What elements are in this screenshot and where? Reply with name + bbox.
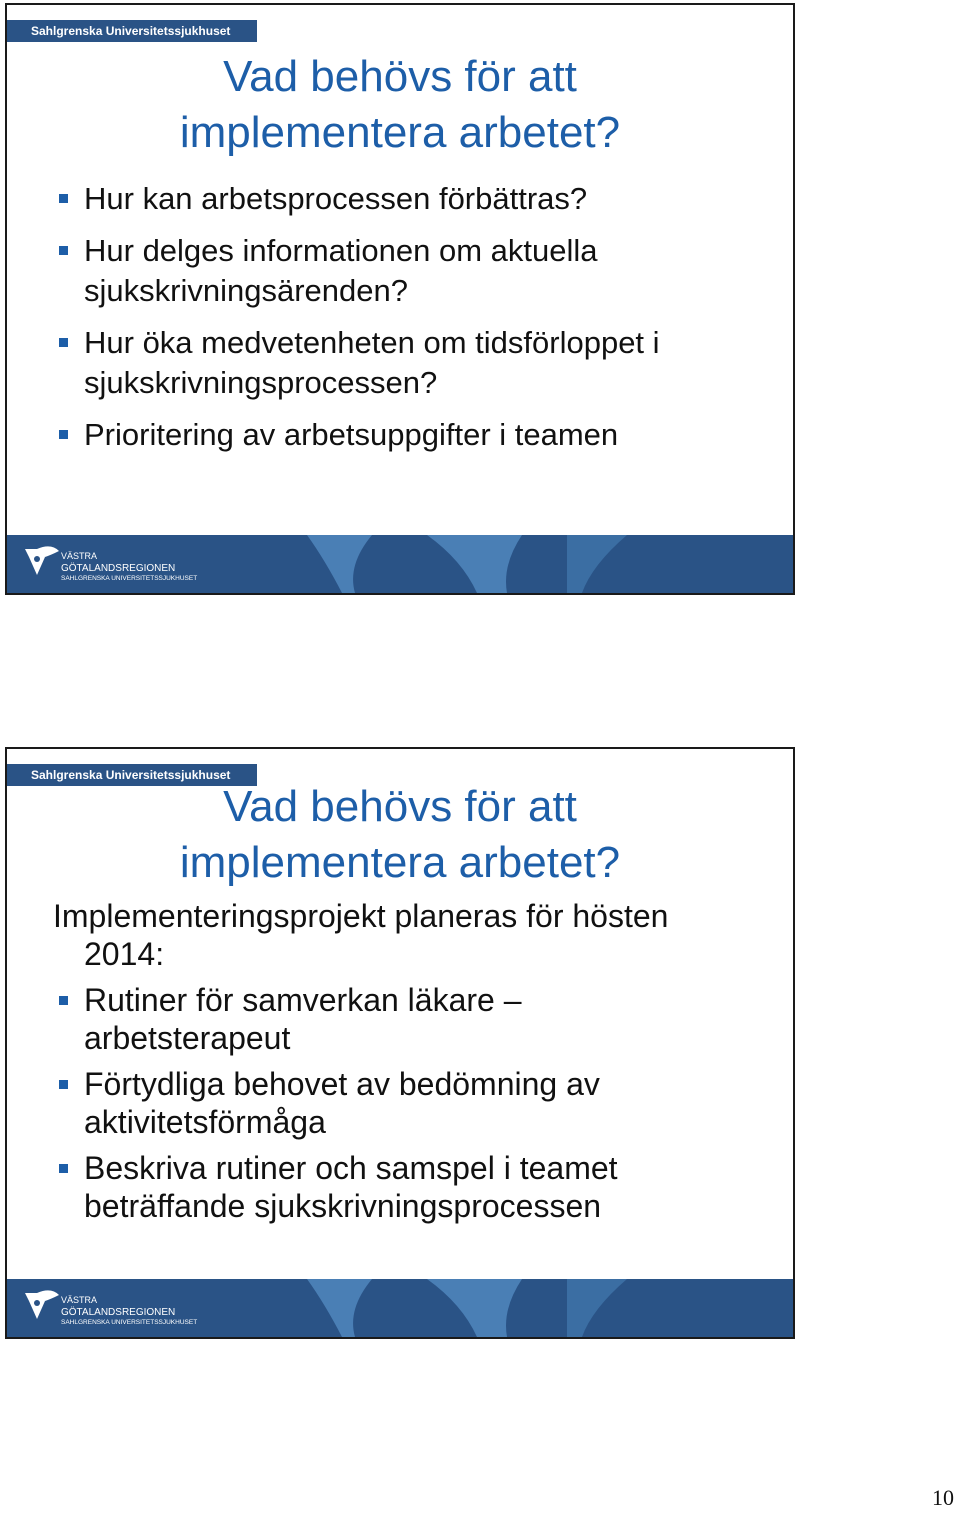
logo-text-line1: VÄSTRA (61, 551, 98, 561)
bullet-list (53, 897, 773, 1233)
logo-text-line1: VÄSTRA (61, 1295, 98, 1305)
bullet-item (53, 1065, 773, 1141)
slide-title (7, 779, 793, 891)
intro-paragraph (53, 897, 773, 973)
slide-1 (5, 3, 795, 595)
bullet-text: sjukskrivningsprocessen? (84, 365, 438, 400)
bullet-item (53, 179, 773, 219)
intro-text: Implementeringsprojekt planeras för hösten (53, 898, 669, 934)
bullet-text: Hur delges informationen om aktuella (84, 233, 598, 268)
bullet-item (53, 231, 773, 311)
title-line: implementera arbetet? (179, 108, 621, 157)
title-line: Vad behövs för att (223, 782, 577, 831)
bullet-text: Prioritering av arbetsuppgifter i teamen (84, 417, 619, 452)
bullet-text: Hur kan arbetsprocessen förbättras? (84, 181, 588, 216)
bullet-square-icon (59, 1164, 68, 1173)
bullet-text: aktivitetsförmåga (84, 1104, 326, 1140)
bullet-item (53, 1149, 773, 1225)
bullet-square-icon (59, 246, 68, 255)
header-text: Sahlgrenska Universitetssjukhuset (31, 24, 231, 38)
logo-text-line3: SAHLGRENSKA UNIVERSITETSSJUKHUSET (61, 1319, 198, 1326)
bullet-text: arbetsterapeut (84, 1020, 291, 1056)
slide-2 (5, 747, 795, 1339)
bullet-text: Förtydliga behovet av bedömning av (84, 1066, 600, 1102)
intro-text: 2014: (84, 936, 165, 972)
bullet-item (53, 415, 773, 455)
slide-footer (7, 535, 793, 593)
bullet-text: Beskriva rutiner och samspel i teamet (84, 1150, 618, 1186)
slide-footer (7, 1279, 793, 1337)
logo-text-line3: SAHLGRENSKA UNIVERSITETSSJUKHUSET (61, 575, 198, 582)
bullet-list (53, 179, 773, 467)
logo-text-line2: GÖTALANDSREGIONEN (61, 563, 176, 574)
bullet-square-icon (59, 996, 68, 1005)
header-text: Sahlgrenska Universitetssjukhuset (31, 768, 231, 782)
bullet-item (53, 323, 773, 403)
title-line: implementera arbetet? (179, 838, 621, 887)
bullet-square-icon (59, 338, 68, 347)
bullet-square-icon (59, 194, 68, 203)
bullet-text: Hur öka medvetenheten om tidsförloppet i (84, 325, 660, 360)
title-line: Vad behövs för att (223, 52, 577, 101)
slide-title (7, 49, 793, 161)
bullet-square-icon (59, 430, 68, 439)
logo-text-line2: GÖTALANDSREGIONEN (61, 1307, 176, 1318)
bullet-text: Rutiner för samverkan läkare – (84, 982, 522, 1018)
bullet-item (53, 981, 773, 1057)
bullet-text: sjukskrivningsärenden? (84, 273, 408, 308)
header-bar (7, 20, 257, 42)
bullet-square-icon (59, 1080, 68, 1089)
bullet-text: beträffande sjukskrivningsprocessen (84, 1188, 602, 1224)
page-number: 10 (932, 1485, 954, 1510)
